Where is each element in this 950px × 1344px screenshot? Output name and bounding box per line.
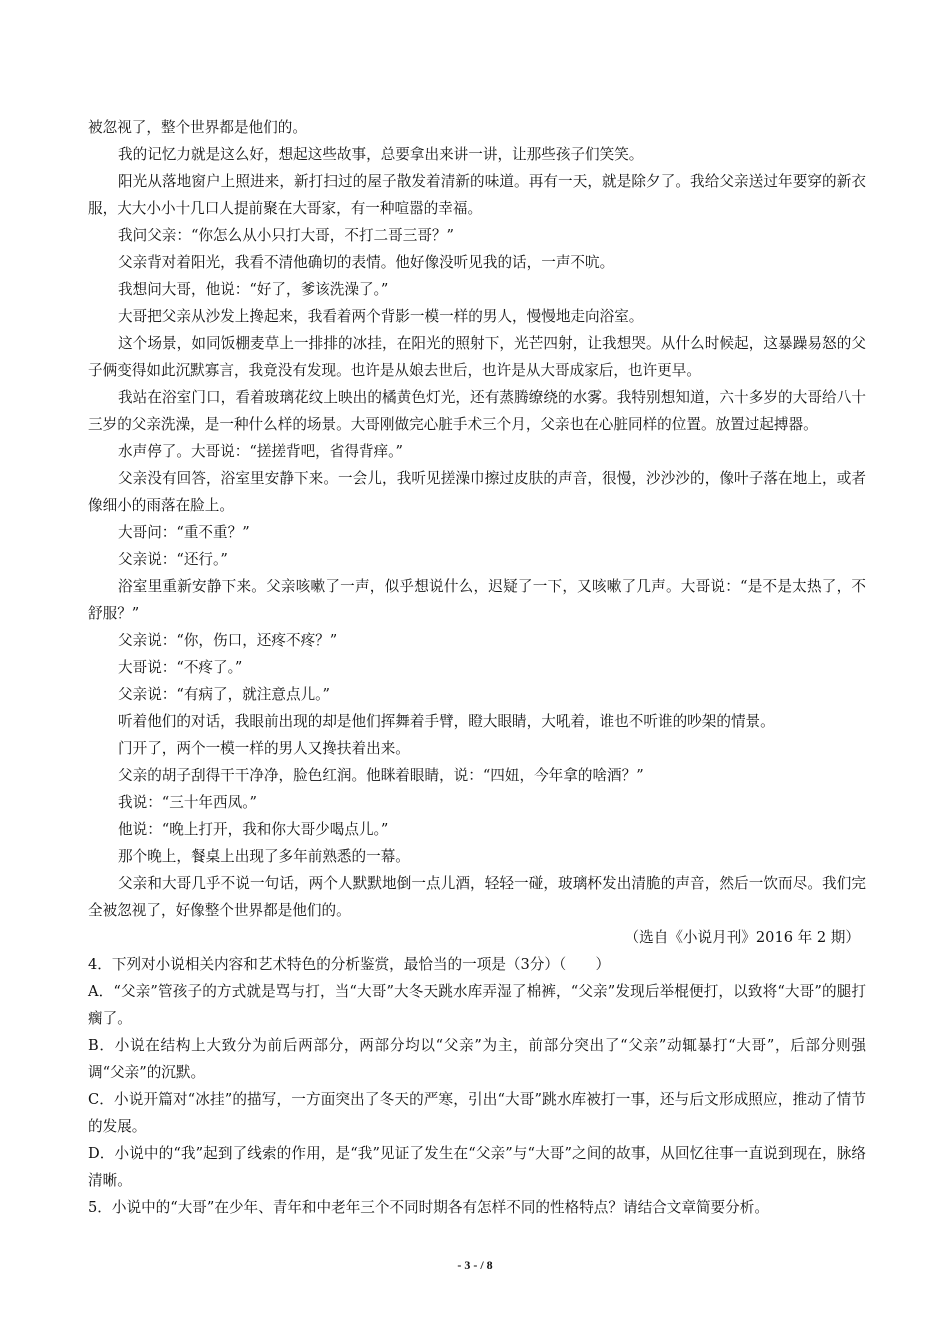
- question-4-option-c: C．小说开篇对“冰挂”的描写，一方面突出了冬天的严寒，引出“大哥”跳水库被打一事，还与后文形成照应，推动了情节的发展。: [88, 1091, 866, 1135]
- story-paragraph: 门开了，两个一模一样的男人又搀扶着出来。: [118, 740, 410, 757]
- story-paragraph: 浴室里重新安静下来。父亲咳嗽了一声，似乎想说什么，迟疑了一下，又咳嗽了几声。大哥说：“是不是太热了，不舒服？”: [88, 578, 866, 622]
- story-paragraph: 这个场景，如同饭棚麦草上一排排的冰挂，在阳光的照射下，光芒四射，让我想哭。从什么时候起，这暴躁易怒的父子俩变得如此沉默寡言，我竟没有发现。也许是从娘去世后，也许是从大哥成家后，也许更早。: [88, 335, 866, 379]
- story-paragraph: 被忽视了，整个世界都是他们的。: [88, 119, 307, 136]
- story-paragraph: 父亲和大哥几乎不说一句话，两个人默默地倒一点儿酒，轻轻一碰，玻璃杯发出清脆的声音，然后一饮而尽。我们完全被忽视了，好像整个世界都是他们的。: [88, 875, 866, 919]
- story-paragraph: 阳光从落地窗户上照进来，新打扫过的屋子散发着清新的味道。再有一天，就是除夕了。我给父亲送过年要穿的新衣服，大大小小十几口人提前聚在大哥家，有一种喧嚣的幸福。: [88, 173, 866, 217]
- question-4-option-a: A．“父亲”管孩子的方式就是骂与打，当“大哥”大冬天跳水库弄湿了棉裤，“父亲”发现后举棍便打，以致将“大哥”的腿打瘸了。: [88, 983, 866, 1027]
- story-paragraph: 他说：“晚上打开，我和你大哥少喝点儿。”: [118, 821, 389, 838]
- story-paragraph: 我站在浴室门口，看着玻璃花纹上映出的橘黄色灯光，还有蒸腾缭绕的水雾。我特别想知道，六十多岁的大哥给八十三岁的父亲洗澡，是一种什么样的场景。大哥刚做完心脏手术三个月，父亲也在心脏同样的位置。放置过起搏器。: [88, 389, 866, 433]
- story-paragraph: 父亲说：“有病了，就注意点儿。”: [118, 686, 330, 703]
- question-5: [88, 1194, 866, 1221]
- story-paragraph: 大哥问：“重不重？”: [118, 524, 250, 541]
- story-paragraph: 父亲说：“你，伤口，还疼不疼？”: [118, 632, 338, 649]
- story-source: （选自《小说月刊》2016 年 2 期）: [624, 929, 860, 946]
- story-paragraph: 大哥把父亲从沙发上搀起来，我看着两个背影一模一样的男人，慢慢地走向浴室。: [118, 308, 644, 325]
- story-paragraph: 父亲背对着阳光，我看不清他确切的表情。他好像没听见我的话，一声不吭。: [118, 254, 615, 271]
- story-paragraph: 大哥说：“不疼了。”: [118, 659, 243, 676]
- story-paragraph: 听着他们的对话，我眼前出现的却是他们挥舞着手臂，瞪大眼睛，大吼着，谁也不听谁的吵架的情景。: [118, 713, 775, 730]
- story-paragraph: 水声停了。大哥说：“搓搓背吧，省得背痒。”: [118, 443, 403, 460]
- question-5-stem: 5．小说中的“大哥”在少年、青年和中老年三个不同时期各有怎样不同的性格特点？请结合文章简要分析。: [88, 1199, 769, 1216]
- story-paragraph: 父亲没有回答，浴室里安静下来。一会儿，我听见搓澡巾擦过皮肤的声音，很慢，沙沙沙的，像叶子落在地上，或者像细小的雨落在脸上。: [88, 470, 866, 514]
- story-paragraph: 我想问大哥，他说：“好了，爹该洗澡了。”: [118, 281, 389, 298]
- question-4-stem: 4．下列对小说相关内容和艺术特色的分析鉴赏，最恰当的一项是（3分）（ ）: [88, 956, 611, 973]
- question-4-option-d: D．小说中的“我”起到了线索的作用，是“我”见证了发生在“父亲”与“大哥”之间的故事，从回忆往事一直说到现在，脉络清晰。: [88, 1145, 866, 1189]
- page-number: - 3 - / 8: [457, 1258, 493, 1272]
- story-paragraph: 我的记忆力就是这么好，想起这些故事，总要拿出来讲一讲，让那些孩子们笑笑。: [118, 146, 644, 163]
- story-paragraph: 我说：“三十年西凤。”: [118, 794, 257, 811]
- story-paragraph: 父亲说：“还行。”: [118, 551, 228, 568]
- question-4-option-b: B．小说在结构上大致分为前后两部分，两部分均以“父亲”为主，前部分突出了“父亲”动辄暴打“大哥”，后部分则强调“父亲”的沉默。: [88, 1037, 866, 1081]
- page-content: [88, 114, 866, 1221]
- question-4: [88, 951, 866, 1194]
- story-paragraph: 那个晚上，餐桌上出现了多年前熟悉的一幕。: [118, 848, 410, 865]
- story-paragraph: 父亲的胡子刮得干干净净，脸色红润。他眯着眼睛，说：“四妞，今年拿的啥酒？”: [118, 767, 644, 784]
- story-text: [88, 114, 866, 924]
- story-paragraph: 我问父亲：“你怎么从小只打大哥，不打二哥三哥？”: [118, 227, 454, 244]
